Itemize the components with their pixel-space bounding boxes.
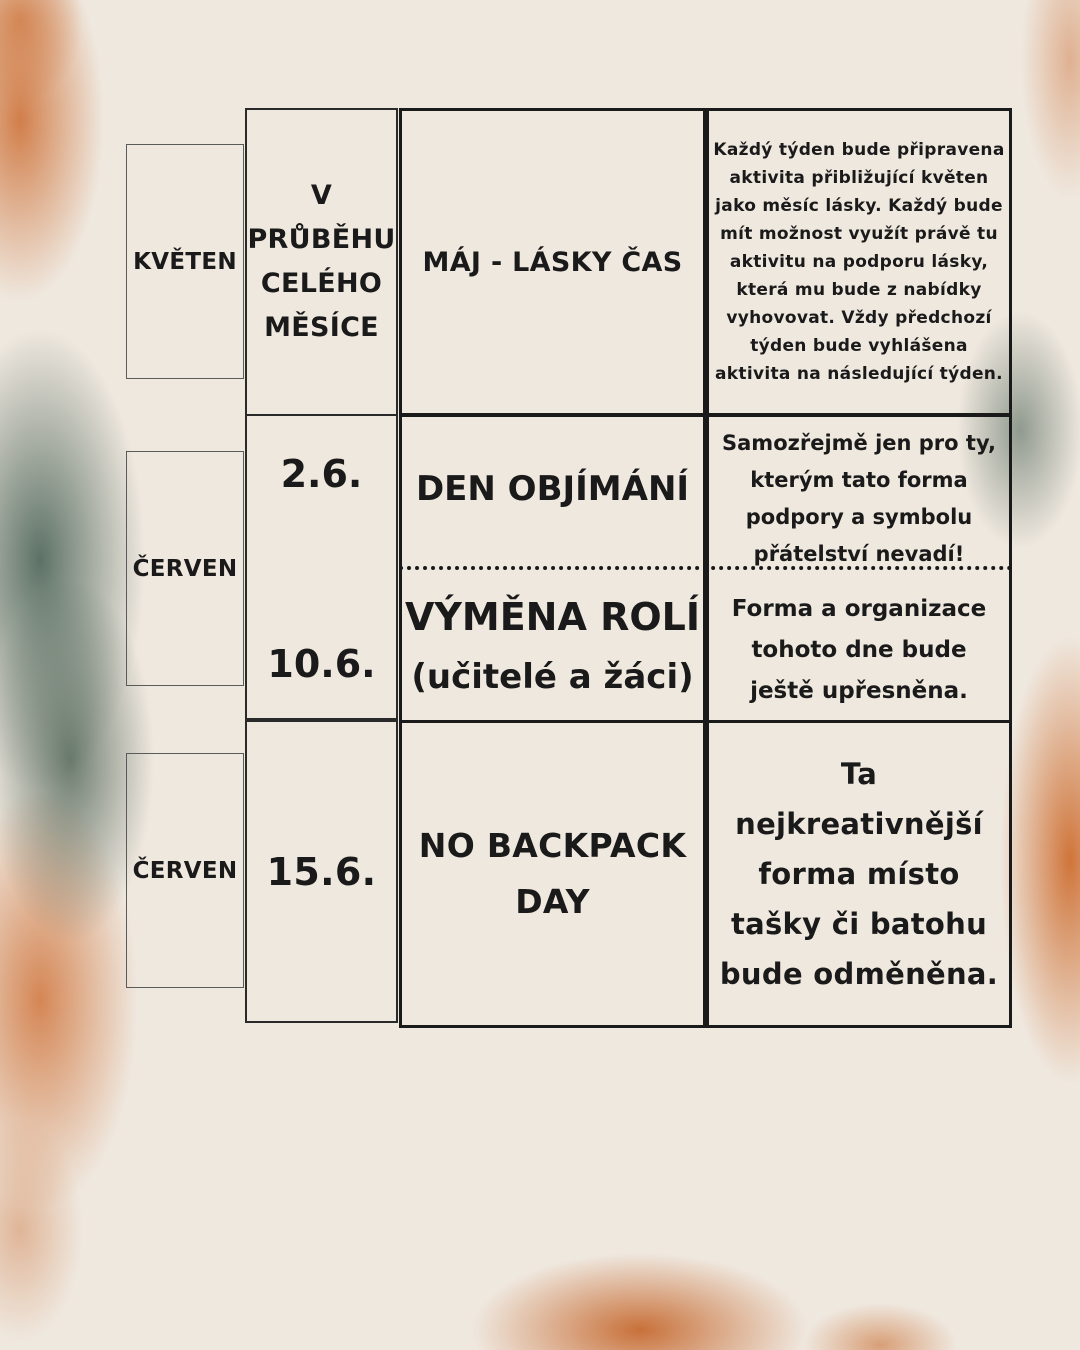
- date-text: 10.6.: [267, 642, 376, 686]
- event-title: DEN OBJÍMÁNÍ: [415, 469, 690, 509]
- note-text: Každý týden bude připravena aktivita přibližující květen jako měsíc lásky. Každý bude mít možnost využít právě tu aktivitu na podporu lásky, která mu bude z nabídky vyhovovat. Vždy předchozí týden bude vyhlášena aktivita na následující týden.: [713, 140, 1005, 384]
- note-cell-june-15: [706, 720, 1012, 1028]
- note-text: Samozřejmě jen pro ty, kterým tato forma podpory a symbolu přátelství nevadí!: [722, 431, 996, 566]
- note-cell-may: [706, 108, 1012, 416]
- month-label: ČERVEN: [132, 555, 238, 582]
- date-text: 2.6.: [280, 452, 363, 496]
- note-text: Ta nejkreativnější forma místo tašky či batohu bude odměněna.: [719, 757, 999, 991]
- month-label: ČERVEN: [132, 857, 238, 884]
- event-divider: [399, 566, 1012, 570]
- event-title: MÁJ - LÁSKY ČAS: [422, 246, 683, 278]
- date-cell-june-15: [245, 720, 398, 1023]
- event-title: NO BACKPACK DAY: [418, 826, 687, 921]
- month-label: KVĚTEN: [133, 248, 237, 275]
- date-text: V PRŮBĚHU CELÉHO MĚSÍCE: [247, 180, 396, 343]
- event-title: VÝMĚNA ROLÍ: [404, 595, 701, 639]
- note-text: Forma a organizace tohoto dne bude ještě upřesněna.: [731, 596, 987, 704]
- date-cell-june: [245, 414, 398, 720]
- event-cell-june-15: [399, 720, 706, 1028]
- date-text: 15.6.: [266, 849, 377, 894]
- date-cell-may: [245, 108, 398, 416]
- month-cell-june-1: [126, 451, 244, 686]
- event-subtitle: (učitelé a žáci): [411, 657, 694, 697]
- event-cell-may: [399, 108, 706, 416]
- month-cell-june-2: [126, 753, 244, 988]
- month-cell-may: [126, 144, 244, 379]
